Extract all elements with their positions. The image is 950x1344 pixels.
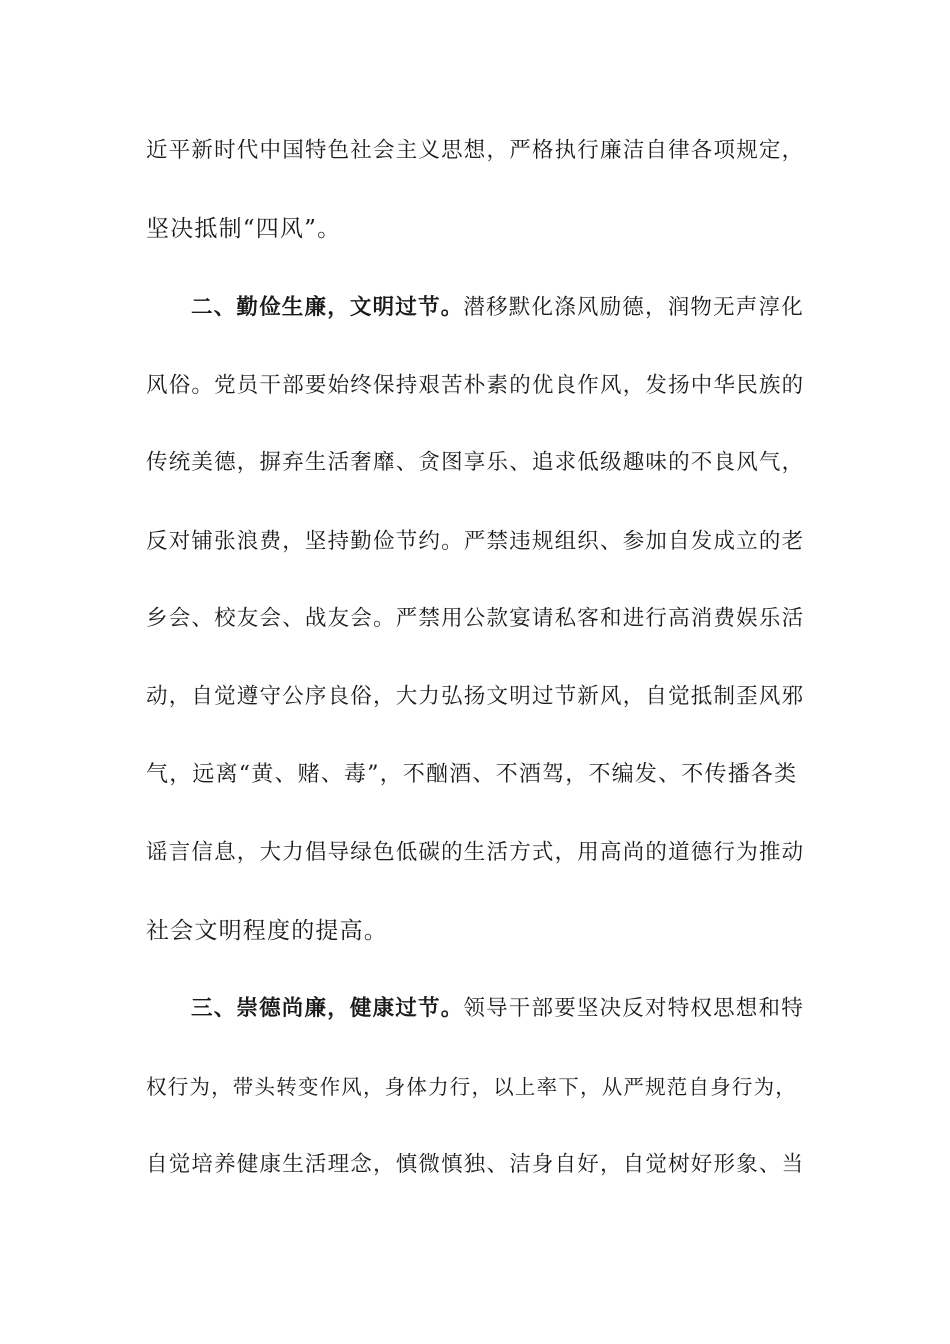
section-heading: 二、勤俭生廉，文明过节。: [191, 295, 464, 320]
body-text-line: 自觉培养健康生活理念，慎微慎独、洁身自好，自觉树好形象、当: [146, 1152, 805, 1177]
section-two-first-line: [191, 293, 806, 323]
body-text-line: 乡会、校友会、战友会。严禁用公款宴请私客和进行高消费娱乐活: [146, 606, 805, 631]
body-text: 潜移默化涤风励德，润物无声淳化: [463, 295, 804, 320]
body-text: 领导干部要坚决反对特权思想和特: [463, 996, 804, 1021]
section-three-first-line: [191, 994, 806, 1024]
body-text-line: 坚决抵制“四风”。: [146, 216, 342, 242]
body-text-line: 谣言信息，大力倡导绿色低碳的生活方式，用高尚的道德行为推动: [146, 840, 805, 865]
body-text-line: 社会文明程度的提高。: [146, 918, 388, 944]
body-text-line: 气，远离“黄、赌、毒”，不酗酒、不酒驾，不编发、不传播各类: [146, 762, 798, 787]
body-text-line: 反对铺张浪费，坚持勤俭节约。严禁违规组织、参加自发成立的老: [146, 529, 805, 554]
section-heading: 三、崇德尚廉，健康过节。: [191, 996, 464, 1021]
body-text-line: 近平新时代中国特色社会主义思想，严格执行廉洁自律各项规定，: [146, 138, 805, 163]
body-text-line: 风俗。党员干部要始终保持艰苦朴素的优良作风，发扬中华民族的: [146, 373, 805, 398]
body-text-line: 权行为，带头转变作风，身体力行，以上率下，从严规范自身行为，: [146, 1075, 797, 1099]
body-text-line: 传统美德，摒弃生活奢靡、贪图享乐、追求低级趣味的不良风气，: [146, 450, 805, 475]
body-text-line: 动，自觉遵守公序良俗，大力弘扬文明过节新风，自觉抵制歪风邪: [146, 684, 805, 709]
